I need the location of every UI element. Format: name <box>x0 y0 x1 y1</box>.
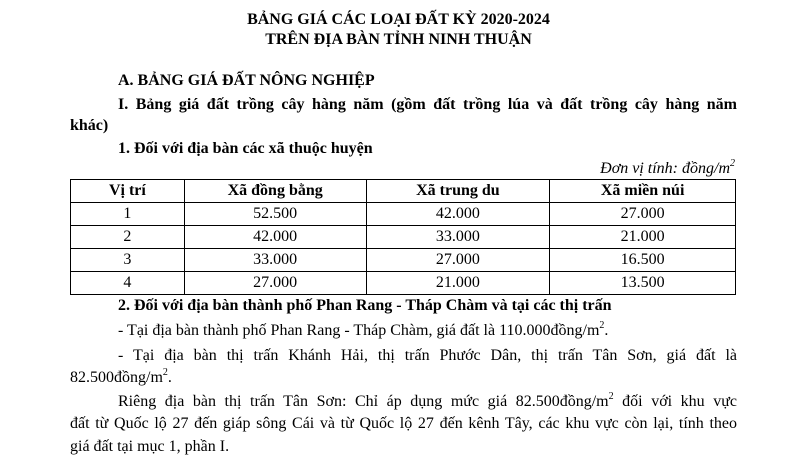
unit-label-text: Đơn vị tính: đồng/m <box>600 160 730 177</box>
table-cell: 42.000 <box>366 203 550 226</box>
header-cell-plain: Xã đồng bằng <box>184 180 366 203</box>
table-cell: 21.000 <box>366 272 550 295</box>
bullet-city-sup: 2 <box>599 319 605 331</box>
tan-son-para-sup: 2 <box>608 390 614 402</box>
section-i-heading-line1: I. Bảng giá đất trồng cây hàng năm (gồm đất trồng lúa và đất trồng cây hàng năm <box>118 96 737 113</box>
bullet-towns-tail: . <box>167 369 172 386</box>
tan-son-para-line3: giá đất tại mục 1, phần I. <box>70 438 230 455</box>
table-cell: 13.500 <box>550 272 736 295</box>
table-row <box>71 272 736 295</box>
section-a-heading: A. BẢNG GIÁ ĐẤT NÔNG NGHIỆP <box>118 72 375 89</box>
table-cell: 27.000 <box>550 203 736 226</box>
unit-label <box>600 157 735 178</box>
table-cell: 27.000 <box>366 249 550 272</box>
table-cell: 33.000 <box>184 249 366 272</box>
table-header-row <box>71 180 736 203</box>
tan-son-para-line2: đất từ Quốc lộ 27 đến giáp sông Cái và từ Quốc lộ 27 đến kênh Tây, các khu vực còn lại, tính theo <box>70 415 737 432</box>
land-price-table <box>70 179 736 295</box>
table-cell: 3 <box>71 249 185 272</box>
tan-son-para-text-a: Riêng địa bàn thị trấn Tân Sơn: Chỉ áp dụng mức giá 82.500đồng/m <box>118 393 609 410</box>
table-cell: 27.000 <box>184 272 366 295</box>
subsection-2-heading: 2. Đối với địa bàn thành phố Phan Rang - Tháp Chàm và tại các thị trấn <box>118 297 612 314</box>
tan-son-para-text-b: đối với khu vực <box>613 393 737 410</box>
doc-title-line1: BẢNG GIÁ CÁC LOẠI ĐẤT KỲ 2020-2024 <box>247 11 550 28</box>
table-row <box>71 226 736 249</box>
table-cell: 16.500 <box>550 249 736 272</box>
bullet-towns-sup: 2 <box>162 366 168 378</box>
header-cell-mountain: Xã miền núi <box>550 180 736 203</box>
table-row <box>71 203 736 226</box>
table-cell: 1 <box>71 203 185 226</box>
tan-son-para-line1 <box>118 390 737 411</box>
subsection-1-heading: 1. Đối với địa bàn các xã thuộc huyện <box>118 140 373 157</box>
header-cell-position: Vị trí <box>71 180 185 203</box>
bullet-towns-line2 <box>70 366 172 387</box>
table-cell: 33.000 <box>366 226 550 249</box>
section-i-heading-line2: khác) <box>70 117 109 134</box>
table-row <box>71 249 736 272</box>
bullet-towns-line1: - Tại địa bàn thị trấn Khánh Hải, thị trấn Phước Dân, thị trấn Tân Sơn, giá đất là <box>118 347 737 364</box>
table-cell: 52.500 <box>184 203 366 226</box>
table-cell: 2 <box>71 226 185 249</box>
bullet-towns-text: 82.500đồng/m <box>70 369 163 386</box>
bullet-city-price <box>118 319 609 340</box>
table-cell: 21.000 <box>550 226 736 249</box>
bullet-city-tail: . <box>604 322 609 339</box>
unit-label-sup: 2 <box>730 157 735 169</box>
table-cell: 4 <box>71 272 185 295</box>
bullet-city-text: - Tại địa bàn thành phố Phan Rang - Tháp Chàm, giá đất là 110.000đồng/m <box>118 322 600 339</box>
header-cell-midland: Xã trung du <box>366 180 550 203</box>
doc-title-line2: TRÊN ĐỊA BÀN TỈNH NINH THUẬN <box>265 31 532 48</box>
table-cell: 42.000 <box>184 226 366 249</box>
